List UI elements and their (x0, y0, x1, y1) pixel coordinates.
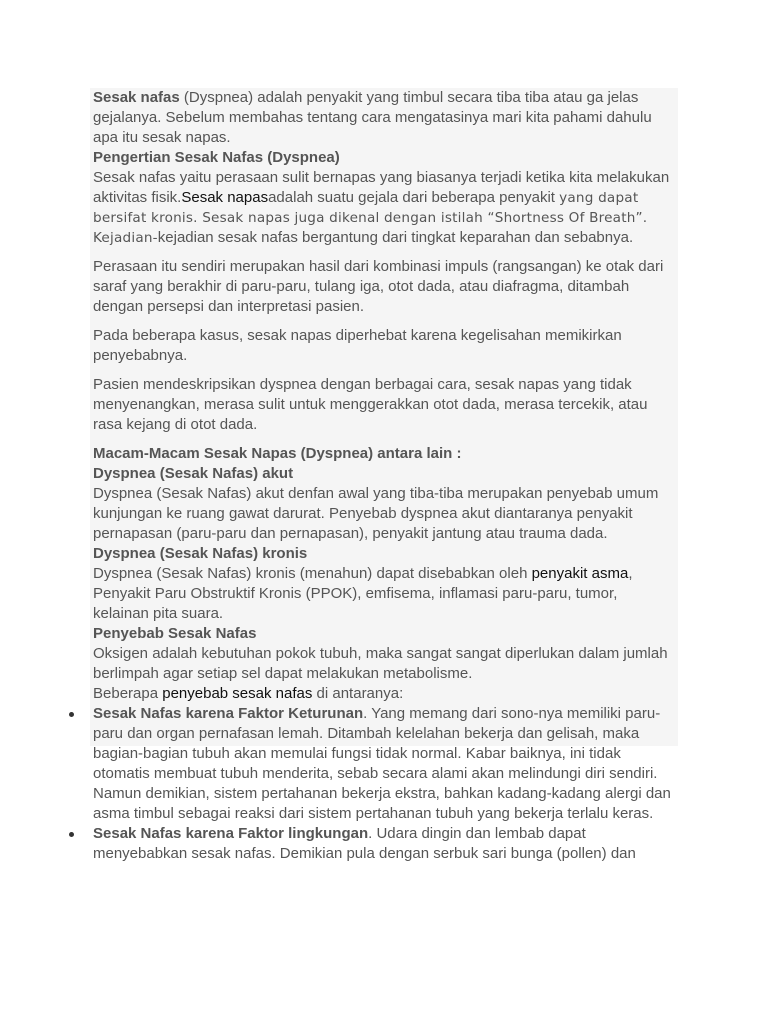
types-heading (93, 444, 675, 464)
cause-title: Sesak Nafas karena Faktor Keturunan (93, 705, 364, 722)
chronic-text-after: , Penyakit Paru Obstruktif Kronis (PPOK), emfisema, inflamasi paru-paru, tumor, kelainan pita suara. (93, 565, 633, 622)
definition-heading-text: Pengertian Sesak Nafas (Dyspnea) (93, 149, 340, 166)
acute-heading-text: Dyspnea (Sesak Nafas) akut (93, 465, 294, 482)
penyakit-asma-link[interactable]: penyakit asma (531, 565, 629, 582)
paragraph-3: Pasien mendeskripsikan dyspnea dengan berbagai cara, sesak napas yang tidak menyenangkan, merasa sulit untuk menggerakkan otot dada, merasa tercekik, atau rasa kejang di otot dada. (93, 376, 648, 433)
causes-list (93, 704, 675, 864)
acute-paragraph: Dyspnea (Sesak Nafas) akut denfan awal yang tiba-tiba merupakan penyebab umum kunjungan ke ruang gawat darurat. Penyebab dyspnea akut diantaranya penyakit pernapasan (paru-paru dan pernapasan), penyakit jantung atau trauma dada. (93, 485, 659, 542)
list-item (93, 704, 675, 824)
intro-term: Sesak nafas (93, 89, 180, 106)
causes-intro-text: Beberapa (93, 685, 163, 702)
causes-heading (93, 624, 675, 644)
chronic-text: Dyspnea (Sesak Nafas) kronis (menahun) dapat disebabkan oleh (93, 565, 532, 582)
definition-text-end: kejadian sesak nafas bergantung dari tingkat keparahan dan sebabnya. (157, 229, 634, 246)
definition-text-after-link: adalah suatu gejala dari beberapa penyakit (268, 189, 555, 206)
causes-heading-text: Penyebab Sesak Nafas (93, 625, 257, 642)
definition-text: Sesak nafas yaitu perasaan sulit bernapas yang biasanya terjadi ketika kita melakukan aktivitas fisik. (93, 169, 670, 206)
causes-intro (93, 684, 675, 704)
definition-alt-text: yang dapat bersifat kronis. Sesak napas juga dikenal dengan istilah “Shortness Of Breath”. Kejadian- (93, 190, 648, 246)
definition-paragraph (93, 168, 675, 248)
penyebab-sesak-nafas-link[interactable]: penyebab sesak nafas (162, 685, 313, 702)
intro-paragraph (93, 88, 675, 148)
cause-title: Sesak Nafas karena Faktor lingkungan (93, 825, 369, 842)
chronic-heading (93, 544, 675, 564)
sesak-napas-link[interactable]: Sesak napas (181, 189, 269, 206)
acute-heading (93, 464, 675, 484)
causes-paragraph: Oksigen adalah kebutuhan pokok tubuh, maka sangat sangat diperlukan dalam jumlah berlimpah agar setiap sel dapat melakukan metabolisme. (93, 645, 668, 682)
paragraph-2: Pada beberapa kasus, sesak napas diperhebat karena kegelisahan memikirkan penyebabnya. (93, 327, 622, 364)
paragraph-1: Perasaan itu sendiri merupakan hasil dari kombinasi impuls (rangsangan) ke otak dari saraf yang berakhir di paru-paru, tulang iga, otot dada, atau diafragma, ditambah dengan persepsi dan interpretasi pasien. (93, 258, 664, 315)
chronic-heading-text: Dyspnea (Sesak Nafas) kronis (93, 545, 308, 562)
bullet-icon (69, 832, 74, 837)
cause-text: . Udara dingin dan lembab dapat menyebabkan sesak nafas. Demikian pula dengan serbuk sari bunga (pollen) dan (93, 825, 636, 862)
document-content (93, 88, 675, 864)
bullet-icon (69, 712, 74, 717)
cause-text: . Yang memang dari sono-nya memiliki paru-paru dan organ pernafasan lemah. Ditambah kelelahan bekerja dan gelisah, maka bagian-bagian tubuh akan memulai fungsi tidak normal. Kabar baiknya, ini tidak otomatis membuat tubuh menderita, sebab secara alami akan melindungi diri sendiri. Namun demikian, sistem pertahanan bekerja ekstra, bahkan kadang-kadang alergi dan asma timbul sebagai reaksi dari sistem pertahanan tubuh yang bekerja terlalu keras. (93, 705, 671, 822)
definition-heading (93, 148, 675, 168)
causes-intro-after: di antaranya: (312, 685, 404, 702)
chronic-paragraph (93, 564, 675, 624)
intro-text: (Dyspnea) adalah penyakit yang timbul secara tiba tiba atau ga jelas gejalanya. Sebelum membahas tentang cara mengatasinya mari kita pahami dahulu apa itu sesak napas. (93, 89, 652, 146)
list-item (93, 824, 675, 864)
types-heading-text: Macam-Macam Sesak Napas (Dyspnea) antara lain : (93, 445, 462, 462)
